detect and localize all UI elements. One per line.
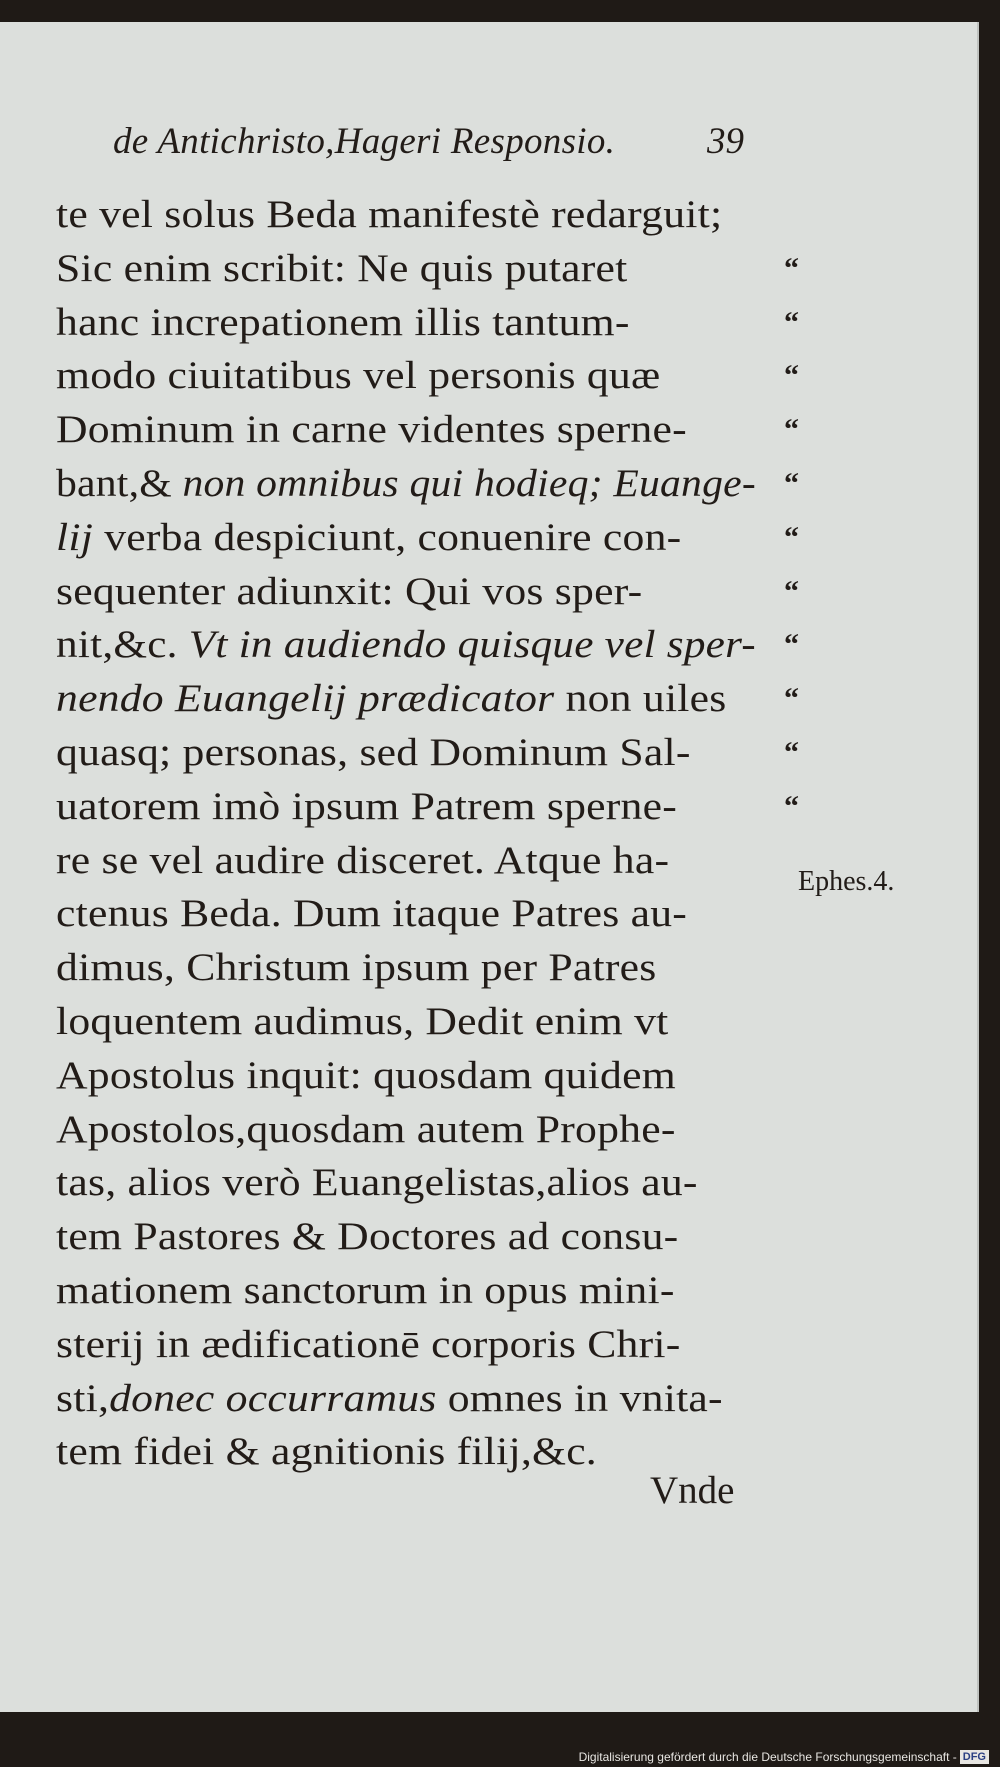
line-roman: quasq; personas, sed Dominum Sal-	[56, 730, 691, 774]
text-line	[56, 1264, 761, 1318]
line-italic: nendo Euangelij prædicator	[56, 677, 555, 721]
line-text	[56, 511, 681, 565]
body-text	[56, 188, 800, 1479]
line-text	[56, 1264, 675, 1318]
text-line	[56, 780, 800, 834]
quotation-mark: “	[784, 682, 800, 716]
line-roman: re se vel audire disceret. Atque ha-	[56, 838, 670, 882]
text-line	[56, 565, 800, 619]
text-line	[56, 995, 761, 1049]
line-roman: ctenus Beda. Dum itaque Patres au-	[56, 892, 688, 936]
line-text	[56, 242, 627, 296]
line-text	[56, 1425, 597, 1479]
line-text	[56, 726, 691, 780]
catchword: Vnde	[650, 1469, 735, 1512]
line-roman: sequenter adiunxit: Qui vos sper-	[56, 569, 643, 613]
line-text	[56, 672, 727, 726]
line-roman: Dominum in carne videntes sperne-	[56, 408, 687, 452]
quotation-mark: “	[784, 520, 800, 554]
quotation-mark: “	[784, 574, 800, 608]
line-text	[56, 296, 630, 350]
quotation-mark: “	[784, 305, 800, 339]
line-roman: bant,&	[56, 461, 183, 505]
quotation-mark: “	[784, 735, 800, 769]
line-italic: donec occurramus	[109, 1376, 437, 1420]
text-line	[56, 618, 800, 672]
text-line	[56, 188, 761, 242]
line-text	[56, 887, 687, 941]
line-text	[56, 565, 642, 619]
line-roman: sti,	[56, 1376, 110, 1420]
line-roman: Sic enim scribit: Ne quis putaret	[56, 246, 628, 290]
line-roman: tas, alios verò Euangelistas,alios au-	[56, 1161, 698, 1205]
footer-credit	[576, 1749, 992, 1765]
quotation-mark: “	[784, 466, 800, 500]
line-text	[56, 188, 722, 242]
page-number: 39	[707, 121, 744, 162]
text-line	[56, 672, 800, 726]
margin-note: Ephes.4.	[798, 866, 895, 897]
line-text	[56, 1210, 678, 1264]
quotation-mark: “	[784, 413, 800, 447]
running-title: de Antichristo,Hageri Responsio.	[113, 121, 616, 162]
quotation-mark: “	[784, 359, 800, 393]
quotation-mark: “	[784, 251, 800, 285]
text-line	[56, 1103, 761, 1157]
line-text	[56, 457, 756, 511]
text-line	[56, 887, 761, 941]
line-roman: dimus, Christum ipsum per Patres	[56, 946, 657, 990]
text-line	[56, 349, 800, 403]
quotation-mark: “	[784, 628, 800, 662]
text-line	[56, 1210, 761, 1264]
text-line	[56, 1156, 761, 1210]
line-text	[56, 1049, 676, 1103]
line-roman-tail: omnes in vnita-	[436, 1376, 723, 1420]
line-roman: te vel solus Beda manifestè redarguit;	[56, 193, 723, 236]
dfg-logo-icon: DFG	[960, 1750, 989, 1764]
line-roman: Apostolus inquit: quosdam quidem	[56, 1053, 676, 1097]
quotation-mark: “	[784, 789, 800, 823]
line-text	[56, 618, 756, 672]
line-text	[56, 834, 669, 888]
line-italic: lij	[56, 515, 94, 559]
text-line	[56, 834, 761, 888]
line-text	[56, 1318, 681, 1372]
text-line	[56, 242, 800, 296]
text-line	[56, 403, 800, 457]
text-line	[56, 457, 800, 511]
line-roman: modo ciuitatibus vel personis quæ	[56, 354, 661, 398]
line-text	[56, 1156, 698, 1210]
line-roman: mationem sanctorum in opus mini-	[56, 1268, 675, 1312]
text-line	[56, 511, 800, 565]
line-roman: tem Pastores & Doctores ad consu-	[56, 1215, 679, 1259]
line-text	[56, 995, 669, 1049]
line-text	[56, 1103, 676, 1157]
line-roman: loquentem audimus, Dedit enim vt	[56, 999, 669, 1043]
line-roman: Apostolos,quosdam autem Prophe-	[56, 1107, 676, 1151]
line-text	[56, 1372, 723, 1426]
line-roman-tail: non uiles	[554, 677, 727, 721]
line-italic: Vt in audiendo quisque vel sper-	[188, 623, 756, 667]
line-roman: hanc increpationem illis tantum-	[56, 300, 630, 344]
line-text	[56, 349, 660, 403]
line-roman: nit,&c.	[56, 623, 189, 667]
line-roman-tail: verba despiciunt, conuenire con-	[93, 515, 682, 559]
text-line	[56, 1049, 761, 1103]
line-text	[56, 941, 656, 995]
line-roman: tem fidei & agnitionis filij,&c.	[56, 1430, 597, 1474]
text-line	[56, 726, 800, 780]
text-line	[56, 1372, 761, 1426]
text-line	[56, 296, 800, 350]
line-italic: non omnibus qui hodieq; Euange-	[182, 461, 756, 505]
line-text	[56, 403, 687, 457]
line-roman: sterij in ædificationē corporis Chri-	[56, 1322, 681, 1366]
book-page	[0, 22, 979, 1712]
text-line	[56, 1318, 761, 1372]
line-roman: uatorem imò ipsum Patrem sperne-	[56, 784, 677, 828]
text-line	[56, 941, 761, 995]
line-text	[56, 780, 677, 834]
page-header	[113, 114, 753, 174]
footer-text: Digitalisierung gefördert durch die Deutsche Forschungsgemeinschaft -	[578, 1750, 957, 1764]
